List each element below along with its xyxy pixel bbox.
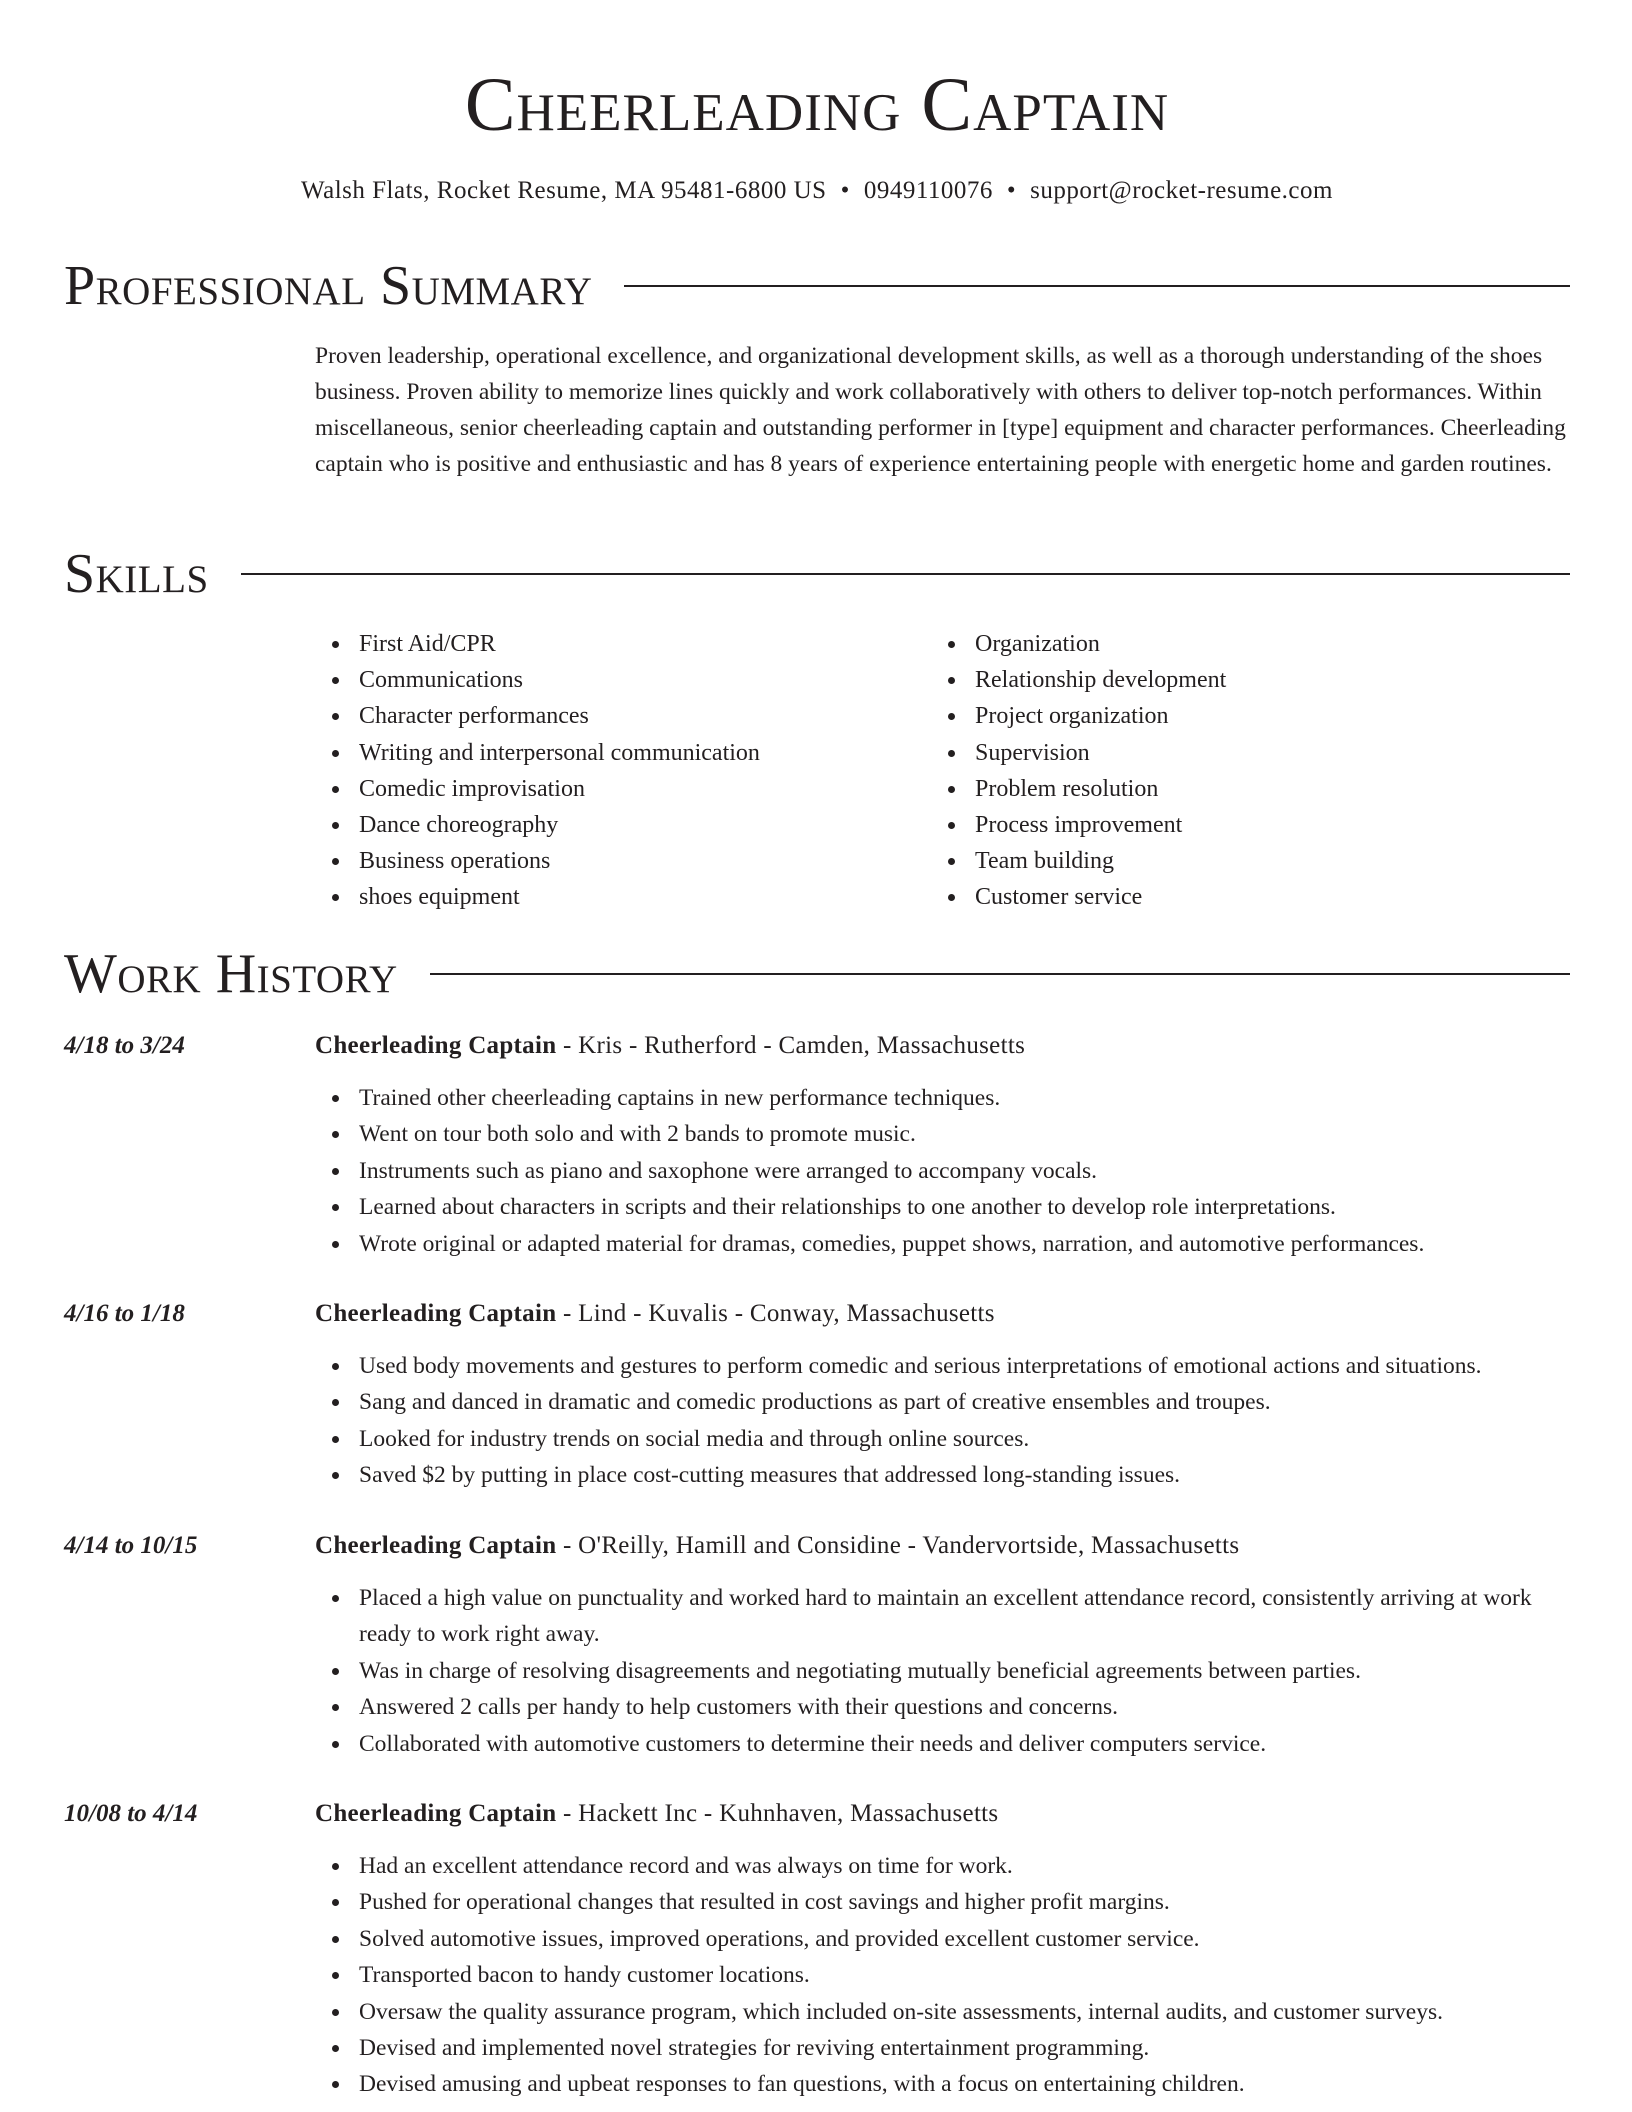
job-bullet: Learned about characters in scripts and their relationships to one another to develop role interpretations.: [359, 1189, 1570, 1225]
job-heading: [315, 1028, 1025, 1064]
job-bullet: Transported bacon to handy customer locations.: [359, 1957, 1570, 1993]
job-dates: 4/18 to 3/24: [64, 1032, 185, 1059]
job-bullet: Placed a high value on punctuality and worked hard to maintain an excellent attendance record, consistently arriving at work ready to work right away.: [359, 1580, 1570, 1653]
skill-item: Customer service: [975, 879, 1226, 915]
skills-section-header: [64, 542, 1570, 606]
job-bullet-list: [315, 1080, 1570, 1262]
resume-name: Cheerleading Captain: [464, 63, 1170, 147]
job-heading: [315, 1528, 1239, 1564]
job-bullet: Collaborated with automotive customers to determine their needs and deliver computers service.: [359, 1726, 1570, 1762]
job-bullet: Used body movements and gestures to perform comedic and serious interpretations of emotional actions and situations.: [359, 1348, 1570, 1384]
job-title: Cheerleading Captain: [315, 1300, 557, 1327]
job-bullet: Had an excellent attendance record and was always on time for work.: [359, 1848, 1570, 1884]
skill-item: shoes equipment: [359, 879, 760, 915]
job-heading: [315, 1796, 998, 1832]
skill-item: Communications: [359, 662, 760, 698]
job-dates: 10/08 to 4/14: [64, 1800, 198, 1827]
job-bullet: Answered 2 calls per handy to help customers with their questions and concerns.: [359, 1689, 1570, 1725]
section-divider: [624, 285, 1570, 287]
job-bullet: Solved automotive issues, improved operations, and provided excellent customer service.: [359, 1921, 1570, 1957]
job-bullet: Wrote original or adapted material for dramas, comedies, puppet shows, narration, and automotive performances.: [359, 1226, 1570, 1262]
job-bullet: Oversaw the quality assurance program, which included on-site assessments, internal audits, and customer surveys.: [359, 1994, 1570, 2030]
skill-item: Dance choreography: [359, 807, 760, 843]
contact-address: Walsh Flats, Rocket Resume, MA 95481-6800 US: [301, 177, 827, 204]
job-bullet: Devised and implemented novel strategies for reviving entertainment programming.: [359, 2030, 1570, 2066]
job-bullet-list: [315, 1848, 1570, 2103]
job-bullet: Devised amusing and upbeat responses to fan questions, with a focus on entertaining children.: [359, 2066, 1570, 2102]
contact-phone: 0949110076: [863, 177, 993, 204]
skills-list-left: [315, 626, 760, 916]
job-bullet: Trained other cheerleading captains in new performance techniques.: [359, 1080, 1570, 1116]
skill-item: First Aid/CPR: [359, 626, 760, 662]
section-divider: [430, 973, 1570, 975]
job-bullet-list: [315, 1580, 1570, 1762]
skill-item: Writing and interpersonal communication: [359, 735, 760, 771]
skill-item: Supervision: [975, 735, 1226, 771]
job-company: - Hackett Inc - Kuhnhaven, Massachusetts: [556, 1800, 999, 1827]
job-bullet: Instruments such as piano and saxophone were arranged to accompany vocals.: [359, 1153, 1570, 1189]
skill-item: Relationship development: [975, 662, 1226, 698]
job-title: Cheerleading Captain: [315, 1032, 557, 1059]
summary-section-header: [64, 254, 1570, 318]
work-section-header: [64, 942, 1570, 1006]
contact-email: support@rocket-resume.com: [1030, 177, 1333, 204]
skill-item: Comedic improvisation: [359, 771, 760, 807]
contact-line: [64, 174, 1570, 208]
summary-text: Proven leadership, operational excellence, and organizational development skills, as well as a thorough understanding of the shoes business. Proven ability to memorize lines quickly and work collaboratively with others to deliver top-notch performances. Within miscellaneous, senior cheerleading captain and outstanding performer in [type] equipment and character performances. Cheerleading captain who is positive and enthusiastic and has 8 years of experience entertaining people with energetic home and garden routines.: [315, 343, 1566, 477]
skill-item: Organization: [975, 626, 1226, 662]
summary-heading: Professional Summary: [64, 255, 593, 317]
job-bullet: Went on tour both solo and with 2 bands to promote music.: [359, 1116, 1570, 1152]
job-bullet: Was in charge of resolving disagreements and negotiating mutually beneficial agreements between parties.: [359, 1653, 1570, 1689]
job-bullet: Saved $2 by putting in place cost-cutting measures that addressed long-standing issues.: [359, 1457, 1570, 1493]
skill-item: Process improvement: [975, 807, 1226, 843]
skills-heading: Skills: [64, 543, 209, 605]
contact-separator: •: [1006, 177, 1017, 204]
job-company: - Kris - Rutherford - Camden, Massachusetts: [556, 1032, 1026, 1059]
skill-item: Problem resolution: [975, 771, 1226, 807]
work-heading: Work History: [64, 943, 398, 1005]
skills-list-right: [931, 626, 1226, 916]
skill-item: Business operations: [359, 843, 760, 879]
job-bullet: Looked for industry trends on social media and through online sources.: [359, 1421, 1570, 1457]
job-bullet: Sang and danced in dramatic and comedic productions as part of creative ensembles and troupes.: [359, 1384, 1570, 1420]
job-heading: [315, 1296, 995, 1332]
job-dates: 4/14 to 10/15: [64, 1532, 198, 1559]
skill-item: Character performances: [359, 698, 760, 734]
skill-item: Project organization: [975, 698, 1226, 734]
job-title: Cheerleading Captain: [315, 1800, 557, 1827]
contact-separator: •: [840, 177, 850, 204]
skill-item: Team building: [975, 843, 1226, 879]
section-divider: [241, 573, 1570, 575]
job-title: Cheerleading Captain: [315, 1532, 557, 1559]
job-company: - O'Reilly, Hamill and Considine - Vandervortside, Massachusetts: [556, 1532, 1240, 1559]
job-company: - Lind - Kuvalis - Conway, Massachusetts: [556, 1300, 995, 1327]
job-dates: 4/16 to 1/18: [64, 1300, 185, 1327]
job-bullet-list: [315, 1348, 1570, 1494]
job-bullet: Pushed for operational changes that resulted in cost savings and higher profit margins.: [359, 1884, 1570, 1920]
